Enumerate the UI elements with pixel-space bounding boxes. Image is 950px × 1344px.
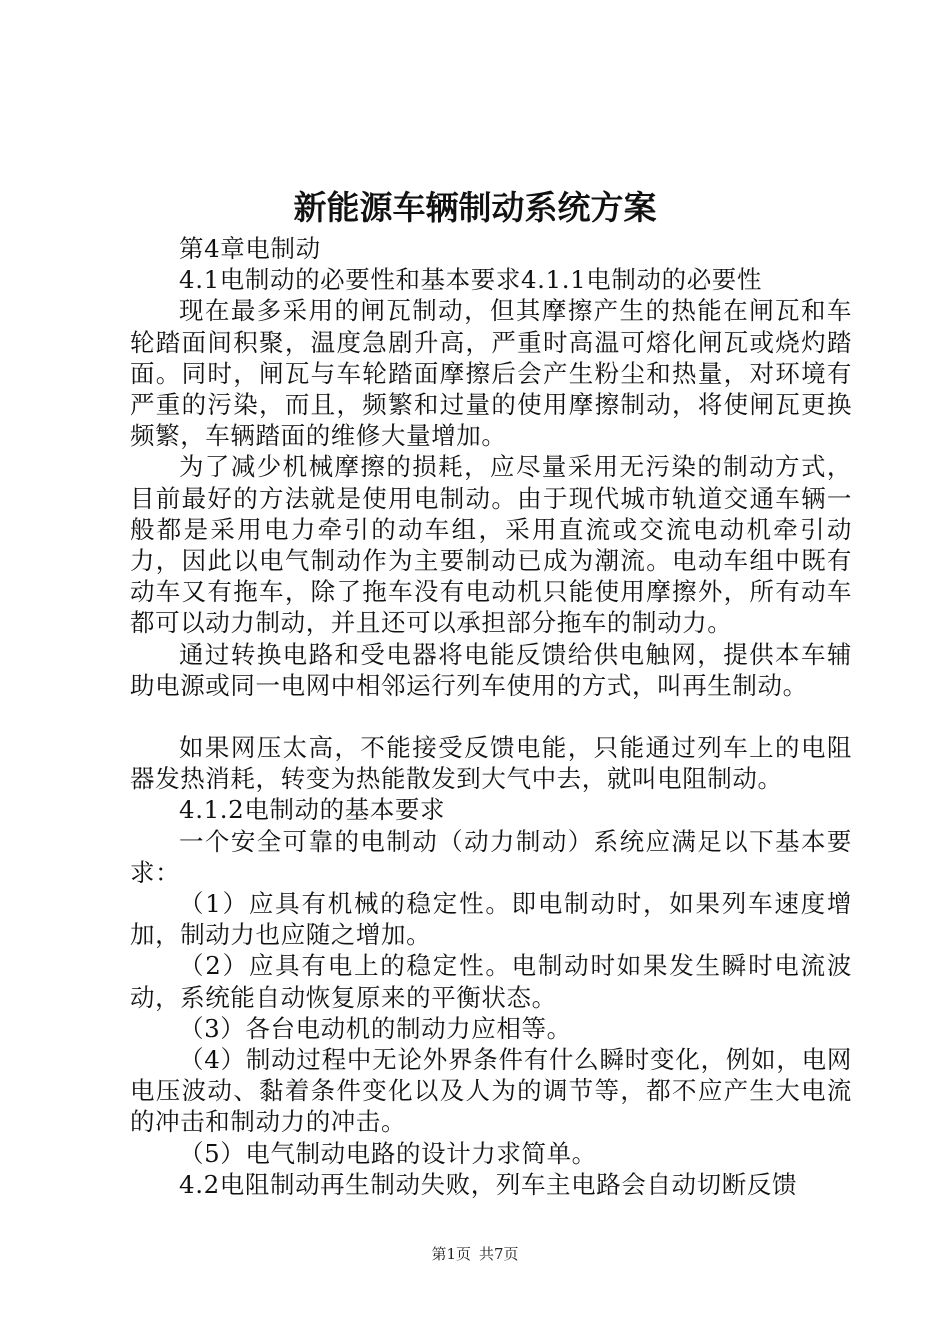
paragraph: 现在最多采用的闸瓦制动，但其摩擦产生的热能在闸瓦和车轮踏面间积聚，温度急剧升高，严重时高温可熔化闸瓦或烧灼踏面。同时，闸瓦与车轮踏面摩擦后会产生粉尘和热量，对环境有严重的污染，而且，频繁和过量的使用摩擦制动，将使闸瓦更换频繁，车辆踏面的维修大量增加。: [130, 296, 852, 451]
paragraph: 为了减少机械摩擦的损耗，应尽量采用无污染的制动方式，目前最好的方法就是使用电制动。由于现代城市轨道交通车辆一般都是采用电力牵引的动车组，采用直流或交流电动机牵引动力，因此以电气制动作为主要制动已成为潮流。电动车组中既有动车又有拖车，除了拖车没有电动机只能使用摩擦外，所有动车都可以动力制动，并且还可以承担部分拖车的制动力。: [130, 452, 852, 638]
list-item: （5）电气制动电路的设计力求简单。: [179, 1138, 597, 1168]
paragraph: 通过转换电路和受电器将电能反馈给供电触网，提供本车辅助电源或同一电网中相邻运行列车使用的方式，叫再生制动。: [130, 639, 852, 700]
section-heading: 4.1电制动的必要性和基本要求4.1.1电制动的必要性: [179, 265, 762, 295]
list-item: （1）应具有机械的稳定性。即电制动时，如果列车速度增加，制动力也应随之增加。: [130, 889, 852, 950]
page-total: 共7页: [479, 1245, 519, 1263]
page-footer: [0, 1244, 950, 1264]
section-heading: 4.2电阻制动再生制动失败，列车主电路会自动切断反馈: [179, 1169, 798, 1199]
document-title: 新能源车辆制动系统方案: [293, 188, 657, 227]
document-body: [130, 233, 852, 1200]
list-item: （2）应具有电上的稳定性。电制动时如果发生瞬时电流波动，系统能自动恢复原来的平衡状态。: [130, 951, 852, 1012]
subsection-heading: 4.1.2电制动的基本要求: [179, 795, 446, 825]
chapter-heading: 第4章电制动: [179, 234, 321, 263]
page-number: 第1页: [431, 1245, 471, 1263]
list-item: （3）各台电动机的制动力应相等。: [179, 1013, 572, 1043]
paragraph: 一个安全可靠的电制动（动力制动）系统应满足以下基本要求：: [130, 826, 852, 887]
paragraph: 如果网压太高，不能接受反馈电能，只能通过列车上的电阻器发热消耗，转变为热能散发到大气中去，就叫电阻制动。: [130, 733, 852, 794]
list-item: （4）制动过程中无论外界条件有什么瞬时变化，例如，电网电压波动、黏着条件变化以及人为的调节等，都不应产生大电流的冲击和制动力的冲击。: [130, 1045, 852, 1137]
